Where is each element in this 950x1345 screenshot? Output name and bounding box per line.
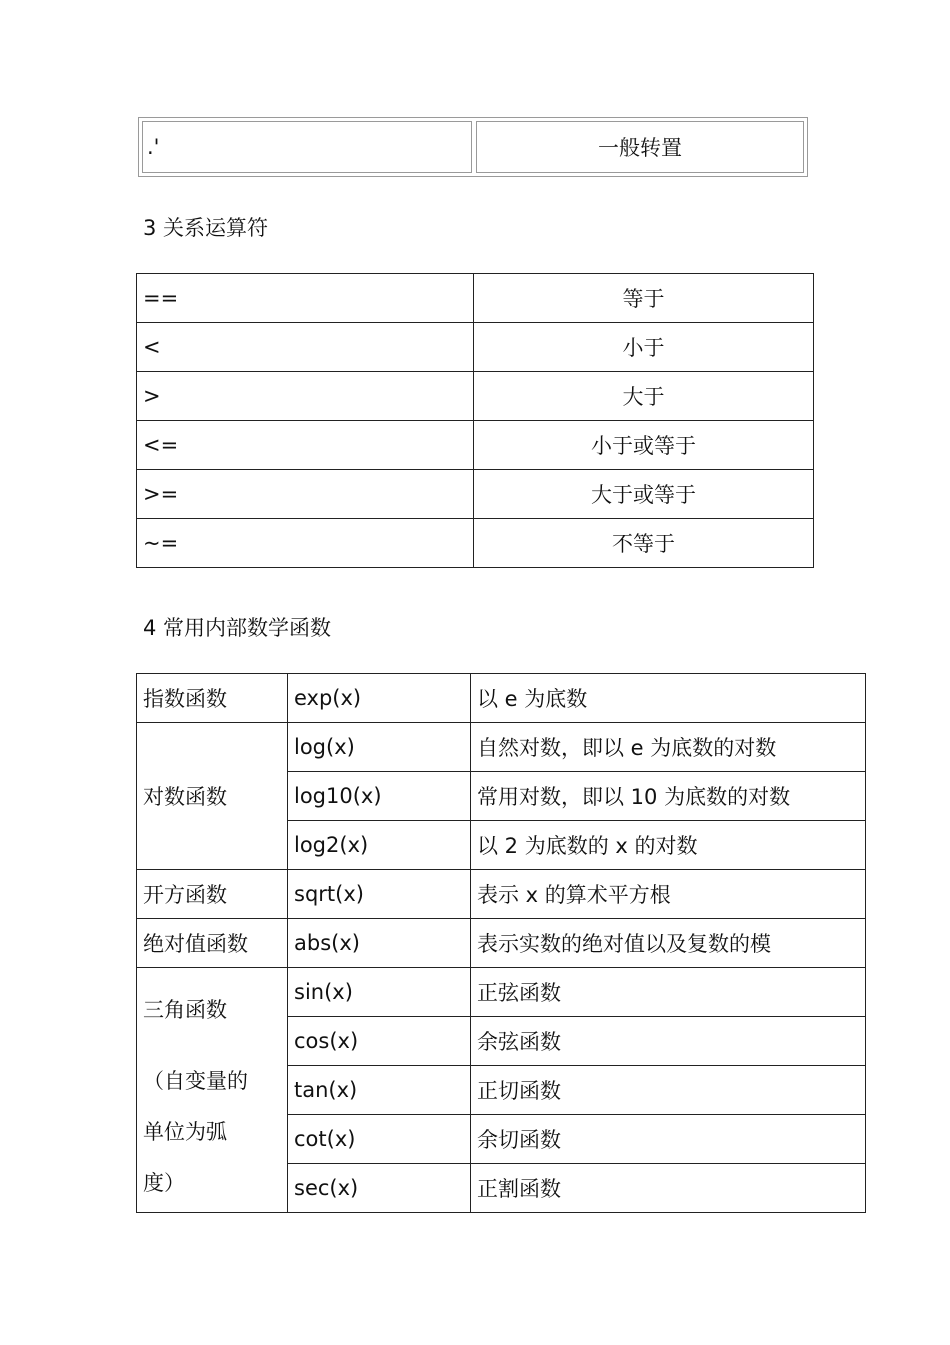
description-cell: 正弦函数 [471, 968, 866, 1017]
function-cell: sqrt(x) [288, 870, 471, 919]
description-cell: 以 2 为底数的 x 的对数 [471, 821, 866, 870]
function-cell: log2(x) [288, 821, 471, 870]
table-row [137, 519, 814, 568]
function-cell: sin(x) [288, 968, 471, 1017]
transpose-table [138, 117, 808, 177]
relational-operators-table [136, 273, 814, 568]
table-row [137, 723, 866, 772]
trig-category-line: 三角函数 [143, 998, 227, 1022]
description-cell: 表示 x 的算术平方根 [471, 870, 866, 919]
function-cell: sec(x) [288, 1164, 471, 1213]
description-cell: 等于 [474, 274, 814, 323]
table-row [137, 870, 866, 919]
description-cell: 正切函数 [471, 1066, 866, 1115]
description-cell: 余切函数 [471, 1115, 866, 1164]
function-cell: abs(x) [288, 919, 471, 968]
description-cell: 以 e 为底数 [471, 674, 866, 723]
function-cell: log(x) [288, 723, 471, 772]
table-row [137, 470, 814, 519]
function-cell: exp(x) [288, 674, 471, 723]
operator-cell: < [137, 323, 474, 372]
category-cell-trig [137, 968, 288, 1213]
table-row [137, 674, 866, 723]
section-4-heading: 4 常用内部数学函数 [143, 616, 332, 640]
table-row [137, 421, 814, 470]
table-row [137, 372, 814, 421]
operator-cell: > [137, 372, 474, 421]
category-cell: 开方函数 [137, 870, 288, 919]
description-cell: 大于 [474, 372, 814, 421]
description-cell: 小于或等于 [474, 421, 814, 470]
description-cell: 大于或等于 [474, 470, 814, 519]
operator-cell: == [137, 274, 474, 323]
description-cell: 常用对数，即以 10 为底数的对数 [471, 772, 866, 821]
table-row [137, 323, 814, 372]
function-cell: cot(x) [288, 1115, 471, 1164]
description-cell: 表示实数的绝对值以及复数的模 [471, 919, 866, 968]
category-cell: 对数函数 [137, 723, 288, 870]
table-row [137, 274, 814, 323]
category-cell: 指数函数 [137, 674, 288, 723]
trig-category-line: 单位为弧 [143, 1120, 227, 1144]
description-cell: 小于 [474, 323, 814, 372]
function-cell: cos(x) [288, 1017, 471, 1066]
operator-cell: >= [137, 470, 474, 519]
category-cell: 绝对值函数 [137, 919, 288, 968]
operator-cell: ~= [137, 519, 474, 568]
transpose-operator: .' [142, 121, 472, 173]
description-cell: 不等于 [474, 519, 814, 568]
function-cell: tan(x) [288, 1066, 471, 1115]
table-row [137, 919, 866, 968]
trig-category-line: （自变量的 [143, 1069, 248, 1093]
section-3-heading: 3 关系运算符 [143, 216, 269, 240]
math-functions-table [136, 673, 866, 1213]
description-cell: 正割函数 [471, 1164, 866, 1213]
description-cell: 余弦函数 [471, 1017, 866, 1066]
transpose-description: 一般转置 [476, 121, 804, 173]
trig-category-line: 度） [143, 1171, 185, 1195]
operator-cell: <= [137, 421, 474, 470]
table-row [137, 968, 866, 1017]
description-cell: 自然对数，即以 e 为底数的对数 [471, 723, 866, 772]
function-cell: log10(x) [288, 772, 471, 821]
